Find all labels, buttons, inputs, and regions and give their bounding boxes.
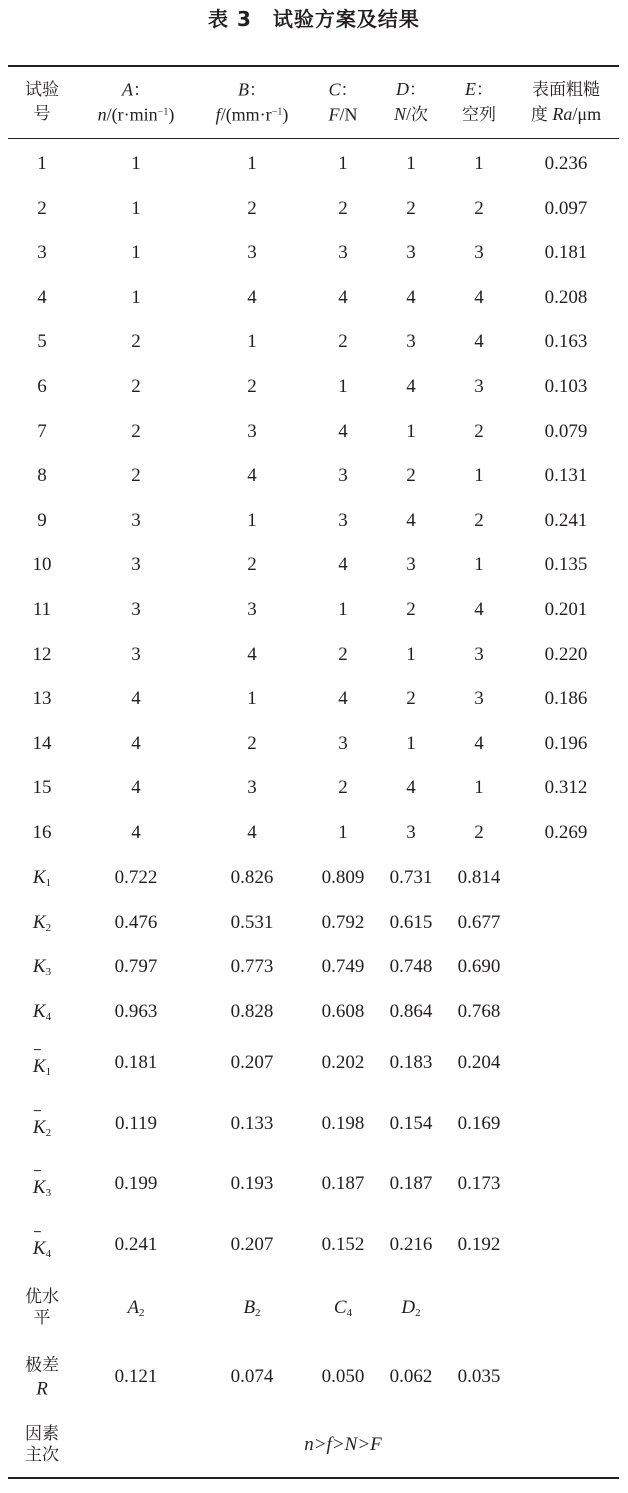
kbar-value: 0.207 (230, 1052, 274, 1074)
table-cell: 4 (406, 777, 416, 799)
table-cell: 4 (131, 688, 141, 710)
header-trial-no-l1: 试验 (25, 80, 59, 100)
table-cell: 1 (474, 465, 484, 487)
table-cell: 0.103 (544, 376, 588, 398)
table-cell: 4 (338, 286, 348, 308)
kbar-value: 0.181 (114, 1052, 158, 1074)
range-label-l2: R (36, 1378, 48, 1399)
row-number: 10 (32, 554, 52, 576)
table-cell: 2 (406, 465, 416, 487)
k-value: 0.748 (389, 956, 433, 978)
kbar-row-label (33, 1055, 51, 1079)
kbar-value: 0.202 (321, 1052, 365, 1074)
header-trial-no (25, 78, 59, 126)
table-cell: 0.220 (544, 643, 588, 665)
row-number: 8 (37, 465, 47, 487)
k-label-sub: 2 (45, 921, 52, 934)
table-cell: 2 (247, 197, 257, 219)
top-rule (8, 65, 619, 67)
table-cell: 2 (247, 732, 257, 754)
table-cell: 3 (406, 331, 416, 353)
optimal-letter: B (243, 1297, 256, 1319)
kbar-label-letter: K (32, 1116, 46, 1138)
table-cell: 1 (247, 509, 257, 531)
kbar-value: 0.183 (389, 1052, 433, 1074)
k-row-label (33, 866, 51, 890)
kbar-row-label (33, 1116, 51, 1140)
optimal-letter: D (401, 1297, 416, 1319)
table-cell: 1 (474, 153, 484, 175)
k-value: 0.826 (230, 867, 274, 889)
kbar-value: 0.241 (114, 1233, 158, 1255)
optimal-sub: 2 (255, 1307, 261, 1320)
row-number: 12 (32, 643, 52, 665)
range-value: 0.121 (114, 1366, 158, 1388)
table-cell: 4 (406, 376, 416, 398)
kbar-value: 0.207 (230, 1233, 274, 1255)
row-number: 6 (37, 376, 47, 398)
k-label-letter: K (32, 867, 46, 889)
k-row-label (33, 911, 51, 935)
kbar-value: 0.187 (389, 1173, 433, 1195)
k-value: 0.809 (321, 867, 365, 889)
table-cell: 4 (474, 331, 484, 353)
optimal-label-l2: 平 (33, 1308, 51, 1328)
table-cell: 0.135 (544, 554, 588, 576)
optimal-level-value (401, 1296, 420, 1320)
table-cell: 2 (406, 599, 416, 621)
table-cell: 3 (338, 242, 348, 264)
table-cell: 1 (247, 331, 257, 353)
table-cell: 3 (474, 643, 484, 665)
table-cell: 3 (338, 509, 348, 531)
table-cell: 2 (247, 376, 257, 398)
row-number: 16 (32, 822, 52, 844)
table-cell: 2 (131, 376, 141, 398)
kbar-row-label (33, 1176, 51, 1200)
header-factor-b (216, 78, 289, 127)
table-cell: 2 (338, 777, 348, 799)
header-factor-b-l1: B： (238, 79, 266, 101)
kbar-value: 0.193 (230, 1173, 274, 1195)
header-roughness (531, 77, 601, 127)
table-cell: 1 (247, 153, 257, 175)
header-factor-d (394, 77, 428, 127)
k-value: 0.963 (114, 1000, 158, 1022)
table-cell: 2 (131, 420, 141, 442)
optimal-level-value (243, 1296, 260, 1320)
table-cell: 4 (131, 777, 141, 799)
table-cell: 2 (338, 643, 348, 665)
table-cell: 1 (131, 153, 141, 175)
kbar-value: 0.198 (321, 1112, 365, 1134)
range-value: 0.062 (389, 1366, 433, 1388)
table-cell: 4 (247, 643, 257, 665)
table-caption: 表 3 试验方案及结果 (208, 7, 420, 31)
table-cell: 3 (474, 688, 484, 710)
table-cell: 3 (338, 465, 348, 487)
table-cell: 0.181 (544, 242, 588, 264)
table-cell: 1 (406, 643, 416, 665)
header-factor-a-l1: A： (121, 79, 150, 101)
table-cell: 3 (247, 599, 257, 621)
optimal-letter: A (127, 1297, 140, 1319)
k-value: 0.792 (321, 911, 365, 933)
table-cell: 3 (131, 643, 141, 665)
k-label-sub: 1 (45, 877, 52, 890)
table-cell: 0.079 (544, 420, 588, 442)
table-cell: 0.196 (544, 732, 588, 754)
range-value: 0.074 (230, 1366, 274, 1388)
header-trial-no-l2: 号 (33, 104, 51, 124)
k-value: 0.615 (389, 911, 433, 933)
table-cell: 4 (474, 599, 484, 621)
row-number: 14 (32, 732, 52, 754)
table-cell: 0.241 (544, 509, 588, 531)
optimal-sub: 4 (346, 1307, 353, 1320)
kbar-value: 0.204 (457, 1052, 501, 1074)
kbar-value: 0.133 (230, 1112, 274, 1134)
table-cell: 1 (338, 822, 348, 844)
table-cell: 4 (338, 420, 348, 442)
header-factor-c (328, 78, 357, 127)
k-row-label (33, 955, 51, 979)
table-cell: 2 (131, 465, 141, 487)
header-factor-d-l2: N/次 (393, 104, 429, 125)
row-number: 9 (37, 509, 47, 531)
optimal-level-value (334, 1296, 352, 1320)
table-cell: 4 (247, 465, 257, 487)
header-factor-e-l2: 空列 (462, 105, 496, 125)
table-cell: 2 (474, 822, 484, 844)
header-factor-e (462, 77, 496, 127)
table-cell: 3 (406, 554, 416, 576)
k-value: 0.722 (114, 867, 158, 889)
row-number: 15 (32, 777, 52, 799)
table-cell: 4 (406, 509, 416, 531)
optimal-label-l1: 优水 (25, 1286, 59, 1307)
table-cell: 4 (131, 732, 141, 754)
header-roughness-l1: 表面粗糙 (532, 80, 600, 100)
k-value: 0.773 (230, 956, 274, 978)
table-cell: 1 (474, 777, 484, 799)
table-cell: 2 (131, 331, 141, 353)
k-label-letter: K (32, 956, 46, 978)
row-number: 1 (37, 153, 47, 175)
table-cell: 0.131 (544, 465, 588, 487)
table-cell: 2 (338, 331, 348, 353)
table-cell: 1 (406, 153, 416, 175)
k-label-letter: K (32, 911, 46, 933)
range-value: 0.050 (321, 1366, 365, 1388)
table-cell: 4 (247, 286, 257, 308)
table-cell: 3 (406, 822, 416, 844)
range-label (25, 1353, 59, 1401)
kbar-label-sub: 2 (45, 1126, 52, 1139)
kbar-label-sub: 3 (45, 1187, 52, 1200)
kbar-value: 0.187 (321, 1173, 365, 1195)
header-rule (8, 138, 619, 139)
k-label-sub: 3 (45, 966, 52, 979)
header-factor-a-l2: $n/(r\cdot\min^{-1})$ (97, 104, 175, 125)
kbar-value: 0.119 (114, 1112, 158, 1134)
kbar-label-letter: K (32, 1177, 46, 1199)
table-cell: 4 (338, 554, 348, 576)
table-cell: 2 (474, 509, 484, 531)
table-cell: 2 (474, 197, 484, 219)
kbar-label-letter: K (32, 1237, 46, 1259)
kbar-label-sub: 1 (45, 1066, 52, 1079)
kbar-label-sub: 4 (45, 1247, 52, 1260)
table-cell: 3 (131, 509, 141, 531)
k-value: 0.476 (114, 911, 158, 933)
table-cell: 1 (406, 420, 416, 442)
table-cell: 3 (247, 777, 257, 799)
k-value: 0.749 (321, 956, 365, 978)
kbar-value: 0.169 (457, 1112, 501, 1134)
table-cell: 3 (474, 376, 484, 398)
header-factor-a (98, 78, 175, 127)
table-cell: 3 (474, 242, 484, 264)
k-value: 0.814 (457, 867, 501, 889)
table-cell: 0.201 (544, 599, 588, 621)
row-number: 2 (37, 197, 47, 219)
table-cell: 1 (131, 242, 141, 264)
table-cell: 1 (338, 376, 348, 398)
k-row-label (33, 1000, 51, 1024)
k-value: 0.768 (457, 1000, 501, 1022)
row-number: 13 (32, 688, 52, 710)
k-value: 0.531 (230, 911, 274, 933)
order-label-l2: 主次 (25, 1445, 59, 1465)
header-factor-e-l1: E： (465, 79, 493, 100)
table-cell: 3 (131, 554, 141, 576)
table-cell: 4 (406, 286, 416, 308)
table-cell: 0.186 (544, 688, 588, 710)
table-cell: 1 (474, 554, 484, 576)
kbar-label-letter: K (32, 1056, 46, 1078)
range-label-l1: 极差 (25, 1355, 59, 1376)
header-factor-c-l1: C： (328, 79, 358, 101)
header-factor-b-l2: $f/(mm\cdot r^{-1})$ (215, 104, 289, 125)
factor-order-label (25, 1424, 59, 1467)
k-value: 0.797 (114, 956, 158, 978)
table-cell: 2 (247, 554, 257, 576)
table-cell: 1 (406, 732, 416, 754)
optimal-sub: 2 (139, 1307, 145, 1320)
kbar-value: 0.216 (389, 1233, 433, 1255)
table-cell: 3 (247, 420, 257, 442)
k-value: 0.864 (389, 1000, 433, 1022)
table-cell: 4 (474, 286, 484, 308)
table-cell: 0.269 (544, 822, 588, 844)
row-number: 5 (37, 331, 47, 353)
range-value: 0.035 (457, 1366, 501, 1388)
kbar-value: 0.199 (114, 1173, 158, 1195)
kbar-value: 0.154 (389, 1112, 433, 1134)
table-cell: 0.163 (544, 331, 588, 353)
k-value: 0.608 (321, 1000, 365, 1022)
kbar-row-label (33, 1237, 51, 1261)
kbar-value: 0.152 (321, 1233, 365, 1255)
table-cell: 0.208 (544, 286, 588, 308)
row-number: 7 (37, 420, 47, 442)
optimal-sub: 2 (415, 1307, 421, 1320)
table-cell: 3 (247, 242, 257, 264)
kbar-value: 0.192 (457, 1233, 501, 1255)
table-cell: 3 (131, 599, 141, 621)
order-label-l1: 因素 (25, 1423, 59, 1444)
table-cell: 1 (131, 286, 141, 308)
table-cell: 1 (338, 599, 348, 621)
k-value: 0.677 (457, 911, 501, 933)
table-cell: 4 (131, 822, 141, 844)
table-cell: 1 (338, 153, 348, 175)
k-value: 0.690 (457, 956, 501, 978)
header-factor-d-l1: D： (396, 79, 426, 100)
kbar-value: 0.173 (457, 1173, 501, 1195)
header-roughness-l2: 度 Ra/μm (530, 104, 602, 125)
table-cell: 0.097 (544, 197, 588, 219)
row-number: 4 (37, 286, 47, 308)
table-cell: 2 (406, 688, 416, 710)
table-cell: 4 (338, 688, 348, 710)
table-cell: 1 (247, 688, 257, 710)
k-value: 0.731 (389, 867, 433, 889)
table-cell: 1 (131, 197, 141, 219)
table-cell: 4 (247, 822, 257, 844)
k-value: 0.828 (230, 1000, 274, 1022)
table-cell: 0.236 (544, 153, 588, 175)
optimal-level-value (127, 1296, 144, 1320)
table-cell: 2 (338, 197, 348, 219)
table-cell: 2 (406, 197, 416, 219)
table-cell: 3 (338, 732, 348, 754)
header-factor-c-l2: F/N (328, 104, 358, 125)
optimal-level-label (25, 1287, 59, 1330)
table-cell: 0.312 (544, 777, 588, 799)
row-number: 3 (37, 242, 47, 264)
table-cell: 2 (474, 420, 484, 442)
factor-order-value: n>f>N>F (304, 1434, 382, 1456)
optimal-letter: C (333, 1297, 347, 1319)
k-label-letter: K (32, 1000, 46, 1022)
table-cell: 3 (406, 242, 416, 264)
row-number: 11 (32, 599, 52, 621)
k-label-sub: 4 (45, 1010, 52, 1023)
table-cell: 4 (474, 732, 484, 754)
bottom-rule (8, 1477, 619, 1479)
